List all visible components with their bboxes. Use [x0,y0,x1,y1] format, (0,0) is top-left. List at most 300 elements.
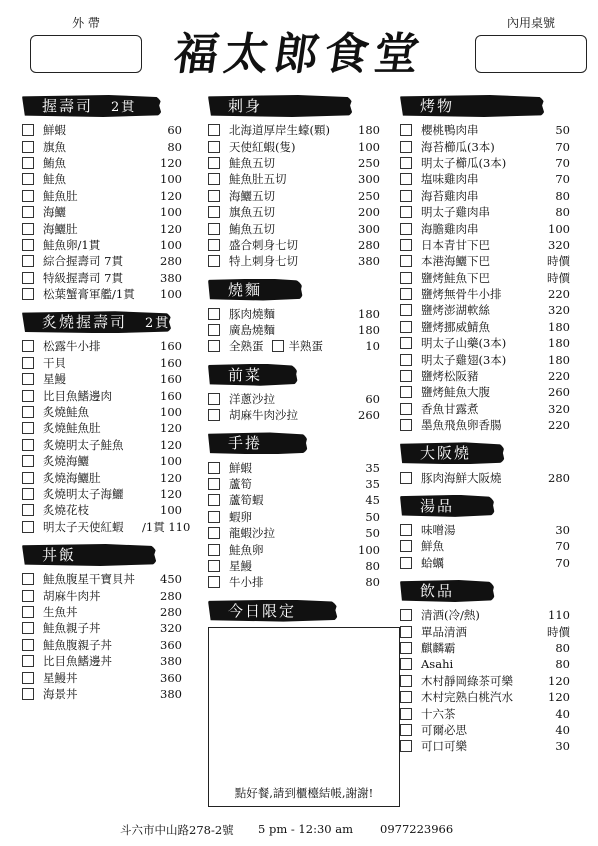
section-title-text: 烤物 [420,97,455,115]
item-name: 炙燒明太子海鱺 [43,487,124,501]
order-checkbox[interactable] [400,626,412,638]
footer-phone: 0977223966 [380,822,454,836]
item-price: 120 [160,437,182,452]
order-checkbox[interactable] [208,544,220,556]
item-price: 50 [365,509,380,524]
menu-item [400,722,570,738]
menu-item [400,155,570,171]
half-egg-checkbox[interactable] [272,340,284,352]
order-checkbox[interactable] [22,173,34,185]
item-name: 鮭魚腹親子丼 [43,637,112,652]
section-title [400,579,570,603]
item-price: 260 [548,385,570,400]
full-egg-checkbox[interactable] [208,340,220,352]
menu-item [400,351,570,367]
item-price: 120 [548,690,570,705]
order-checkbox[interactable] [400,557,412,569]
item-name: 特上刺身七切 [229,254,298,269]
today-special-box[interactable] [208,627,400,807]
section-title [22,543,182,567]
order-checkbox[interactable] [22,223,34,235]
item-name: 盛合刺身七切 [229,237,298,252]
section-subtitle: 2貫 [111,100,137,115]
menu-item [22,204,182,220]
item-name: 比目魚鰭邊丼 [43,654,112,669]
section-header [400,579,570,603]
item-name: 海鱺 [43,205,66,220]
order-checkbox[interactable] [208,255,220,267]
item-price: 250 [358,188,380,203]
item-price: 260 [358,408,380,423]
item-name: 干貝 [43,355,66,370]
order-checkbox[interactable] [400,740,412,752]
item-name: 鮭魚親子丼 [43,621,101,636]
item-price: 35 [365,477,380,492]
menu-section [400,94,570,433]
item-name: 鮭魚 [43,172,66,187]
menu-item [208,155,380,171]
order-checkbox[interactable] [400,642,412,654]
order-checkbox[interactable] [22,157,34,169]
item-price: 80 [365,575,380,590]
order-checkbox[interactable] [400,403,412,415]
menu-item [208,204,380,220]
menu-item [22,122,182,138]
menu-item [22,604,182,620]
takeout-label: 外 帶 [72,16,100,30]
item-price: 180 [358,306,380,321]
section-header [208,431,380,455]
item-price: 80 [555,205,570,220]
item-name: 明太子山藥(3本) [421,336,507,351]
order-checkbox[interactable] [22,655,34,667]
item-name: 海鱺五切 [229,188,275,203]
order-checkbox[interactable] [22,373,34,385]
item-price: 280 [160,604,182,619]
section-title-text: 飲品 [420,581,455,600]
item-name: 蝦卵 [229,509,252,524]
item-name: Asahi [421,657,454,672]
menu-item [22,637,182,653]
menu-item [22,237,182,253]
order-checkbox[interactable] [208,223,220,235]
menu-item [22,519,191,535]
order-checkbox[interactable] [400,206,412,218]
item-name: 清酒(冷/熱) [421,608,480,623]
item-price: 60 [365,391,380,406]
item-price: 100 [160,405,182,420]
item-name: 本港海鱺下巴 [421,254,490,269]
item-price: 30 [555,739,570,754]
menu-item [22,387,182,403]
item-price: 50 [365,526,380,541]
table-number-box[interactable] [475,35,587,73]
order-checkbox[interactable] [22,239,34,251]
menu-item [22,571,182,587]
menu-section [208,278,380,355]
menu-section [208,431,380,590]
order-checkbox[interactable] [22,439,34,451]
takeout-box[interactable] [30,35,142,73]
item-price: 280 [358,237,380,252]
footer-address: 斗六市中山路278-2號 [120,823,234,837]
order-checkbox[interactable] [400,190,412,202]
section-title [22,94,182,120]
order-checkbox[interactable] [400,255,412,267]
item-name: 豚肉燒麵 [229,306,275,321]
order-checkbox[interactable] [400,288,412,300]
item-name: 比目魚鰭邊肉 [43,388,112,403]
item-price: 320 [160,621,182,636]
item-price: 100 [358,542,380,557]
order-checkbox[interactable] [400,223,412,235]
menu-item [400,204,570,220]
order-checkbox[interactable] [400,524,412,536]
item-price: 45 [365,493,380,508]
item-name: 綜合握壽司 7貫 [43,254,123,269]
item-price: 70 [555,172,570,187]
item-name: 塩味雞肉串 [421,172,479,187]
table-number-label: 內用桌號 [506,16,555,30]
item-price: 160 [160,355,182,370]
order-checkbox[interactable] [208,478,220,490]
menu-item [22,404,182,420]
item-name: 炙燒明太子鮭魚 [43,437,124,452]
menu-item [400,286,570,302]
item-price: 35 [365,460,380,475]
order-checkbox[interactable] [208,173,220,185]
item-name: 鮮魚 [421,539,444,554]
menu-item [22,437,182,453]
order-checkbox[interactable] [208,190,220,202]
order-checkbox[interactable] [400,124,412,136]
order-checkbox[interactable] [208,494,220,506]
item-name: 蛤蠣 [421,555,444,570]
order-checkbox[interactable] [208,462,220,474]
order-checkbox[interactable] [22,357,34,369]
section-title-text: 握壽司 [42,97,94,115]
menu-item [22,469,182,485]
order-checkbox[interactable] [400,675,412,687]
order-checkbox[interactable] [22,255,34,267]
menu-item [208,509,380,525]
section-header [400,441,570,465]
menu-item [400,705,570,721]
item-name: 櫻桃鴨肉串 [421,123,479,138]
menu-item [208,525,380,541]
order-checkbox[interactable] [208,527,220,539]
item-price: 70 [555,539,570,554]
menu-item [208,188,380,204]
section-title-text: 燒麵 [228,280,263,299]
item-name: 生魚丼 [43,604,78,619]
item-name: 海景丼 [43,686,78,701]
item-price: 40 [555,722,570,737]
menu-item [22,155,182,171]
item-price: 120 [160,221,182,236]
item-price: 80 [555,188,570,203]
menu-section [22,543,182,702]
menu-section [22,94,182,302]
item-price: 70 [555,155,570,170]
order-checkbox[interactable] [208,157,220,169]
item-name: 旗魚五切 [229,205,275,220]
section-title [208,94,380,118]
menu-section [400,494,570,571]
item-name: 廣島燒麵 [229,323,275,338]
order-checkbox[interactable] [22,521,34,533]
order-checkbox[interactable] [22,472,34,484]
order-checkbox[interactable] [400,157,412,169]
order-checkbox[interactable] [400,386,412,398]
order-checkbox[interactable] [22,639,34,651]
order-checkbox[interactable] [208,206,220,218]
order-checkbox[interactable] [22,688,34,700]
order-checkbox[interactable] [208,393,220,405]
item-name: 炙燒海鱺肚 [43,470,101,485]
menu-item [22,502,182,518]
today-special-header [208,599,380,623]
menu-item [22,355,182,371]
menu-item [208,122,380,138]
section-title [208,278,380,302]
item-name: 龍蝦沙拉 [229,526,275,541]
order-checkbox[interactable] [400,691,412,703]
menu-item [22,338,182,354]
order-checkbox[interactable] [400,337,412,349]
order-checkbox[interactable] [22,672,34,684]
menu-item [400,417,570,433]
order-checkbox[interactable] [208,239,220,251]
item-name: 香魚甘露煮 [421,401,479,416]
order-checkbox[interactable] [22,206,34,218]
item-name: 鮭魚腹星干寶貝丼 [43,572,135,587]
item-price: 100 [548,221,570,236]
item-name: 日本青甘下巴 [421,237,490,252]
section-title [208,431,380,455]
section-header [400,94,570,118]
menu-item [22,420,182,436]
order-checkbox[interactable] [400,304,412,316]
order-checkbox[interactable] [22,573,34,585]
item-price: 280 [160,588,182,603]
order-checkbox[interactable] [400,708,412,720]
menu-item [400,538,570,554]
section-title [400,441,570,465]
order-checkbox[interactable] [208,576,220,588]
order-checkbox[interactable] [208,560,220,572]
full-egg-label: 全熟蛋 [229,339,264,354]
order-checkbox[interactable] [400,472,412,484]
order-checkbox[interactable] [208,141,220,153]
item-name: 胡麻牛肉丼 [43,588,101,603]
menu-column-3 [400,94,570,763]
menu-item [400,237,570,253]
item-price: 160 [160,372,182,387]
item-name: 鮭魚肚 [43,188,78,203]
menu-item [208,407,380,423]
item-name: 味噌湯 [421,523,456,537]
menu-item [208,391,380,407]
order-checkbox[interactable] [400,540,412,552]
order-checkbox[interactable] [22,590,34,602]
order-checkbox[interactable] [400,141,412,153]
item-name: 星鰻 [43,372,66,387]
section-title-text: 大阪燒 [420,444,472,463]
menu-item [400,368,570,384]
item-price: 110 [548,608,570,623]
order-checkbox[interactable] [208,409,220,421]
section-header [208,363,380,387]
order-checkbox[interactable] [400,419,412,431]
item-price: 80 [365,559,380,573]
order-checkbox[interactable] [22,606,34,618]
item-name: 木村完熟白桃汽水 [421,690,513,705]
section-header [22,94,182,118]
menu-item [400,270,570,286]
order-checkbox[interactable] [208,308,220,320]
order-checkbox[interactable] [22,190,34,202]
menu-item [22,686,182,702]
item-name: 可爾必思 [421,722,467,737]
section-title-text: 刺身 [228,97,263,115]
menu-item [400,555,570,571]
item-name: 炙燒花枝 [43,503,89,518]
order-checkbox[interactable] [22,272,34,284]
menu-item [22,220,182,236]
section-title [208,363,380,387]
item-name: 單品清酒 [421,624,467,639]
order-checkbox[interactable] [22,124,34,136]
item-price: 280 [160,254,182,269]
order-checkbox[interactable] [400,173,412,185]
order-checkbox[interactable] [400,239,412,251]
item-name: 鮭魚五切 [229,155,275,170]
menu-item [400,522,570,538]
item-price: 100 [160,503,182,518]
item-price: 120 [160,188,182,203]
order-checkbox[interactable] [400,724,412,736]
item-name: 鹽烤鮭魚大腹 [421,385,490,400]
menu-item [22,653,182,669]
item-price: 320 [548,401,570,416]
order-checkbox[interactable] [22,622,34,634]
menu-item [208,138,380,154]
order-checkbox[interactable] [400,370,412,382]
item-price: 80 [555,657,570,672]
restaurant-logo: 福太郎食堂 [170,29,428,80]
order-checkbox[interactable] [400,609,412,621]
order-checkbox[interactable] [400,354,412,366]
item-price: /1貫 110 [142,519,191,534]
order-checkbox[interactable] [22,504,34,516]
item-name: 鹽烤澎湖軟絲 [421,303,490,318]
menu-item [208,574,380,590]
menu-item [208,171,380,187]
item-name: 鮪魚五切 [229,221,275,236]
menu-item [22,669,182,685]
item-name: 天使紅蝦(隻) [229,139,296,154]
item-price: 380 [160,270,182,285]
item-name: 海苔櫛瓜(3本) [421,139,495,154]
menu-section [400,579,570,755]
order-checkbox[interactable] [22,390,34,402]
item-price: 180 [548,336,570,351]
menu-item [400,171,570,187]
menu-section [400,441,570,485]
item-price: 50 [555,123,570,138]
menu-item [22,371,182,387]
item-price: 300 [358,221,380,236]
menu-section [208,94,380,270]
order-checkbox[interactable] [22,455,34,467]
item-price: 450 [160,572,182,587]
item-name: 炙燒鮭魚肚 [43,421,101,436]
menu-item [208,237,380,253]
item-name: 可口可樂 [421,739,467,754]
item-name: 明太子天使紅蝦 [43,519,124,534]
item-name: 鮭魚卵/1貫 [43,237,101,252]
order-checkbox[interactable] [400,321,412,333]
menu-item [22,188,182,204]
item-price: 100 [160,287,182,302]
menu-item [400,122,570,138]
order-checkbox[interactable] [208,124,220,136]
order-checkbox[interactable] [208,324,220,336]
menu-item [208,558,380,574]
section-header [22,310,182,334]
menu-item [22,620,182,636]
menu-item [208,541,380,557]
item-name: 鮭魚肚五切 [229,172,287,187]
menu-item [400,319,570,335]
item-price: 160 [160,339,182,354]
item-name: 鹽烤挪威鯖魚 [421,319,490,334]
menu-column-2 [208,94,380,807]
item-name: 鹽烤松阪豬 [421,369,479,384]
section-title-text: 湯品 [420,496,455,515]
order-checkbox[interactable] [400,272,412,284]
item-price: 380 [160,654,182,669]
menu-item [208,476,380,492]
order-checkbox[interactable] [22,141,34,153]
item-price: 120 [160,155,182,170]
order-checkbox[interactable] [208,511,220,523]
egg-option-row [208,338,380,354]
menu-item [400,401,570,417]
order-checkbox[interactable] [22,422,34,434]
order-checkbox[interactable] [400,658,412,670]
menu-item [400,384,570,400]
item-name: 星鰻 [229,559,252,573]
item-name: 木村靜岡綠茶可樂 [421,673,513,688]
order-checkbox[interactable] [22,288,34,300]
menu-item [22,270,182,286]
order-checkbox[interactable] [22,488,34,500]
item-name: 墨魚飛魚卵香腸 [421,418,502,433]
item-price: 160 [160,388,182,403]
item-price: 80 [167,139,182,154]
checkout-note: 點好餐,請到櫃檯結帳,謝謝! [234,785,374,800]
order-checkbox[interactable] [22,340,34,352]
item-name: 海鱺肚 [43,221,78,236]
order-checkbox[interactable] [22,406,34,418]
item-name: 松葉蟹膏軍艦/1貫 [43,287,135,302]
menu-item [400,335,570,351]
menu-item [22,171,182,187]
menu-item [22,286,182,302]
item-name: 炙燒鮭魚 [43,405,89,420]
